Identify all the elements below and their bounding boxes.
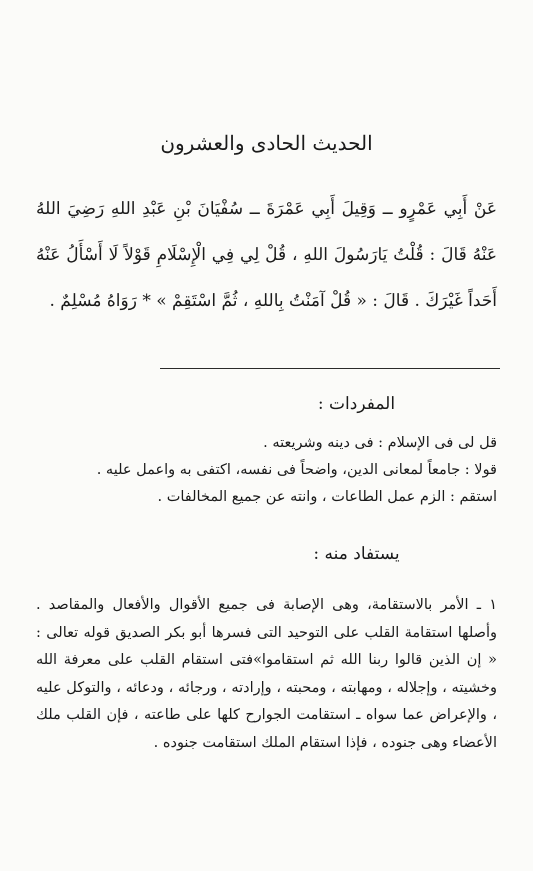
hadith-text: عَنْ أَبِي عَمْرٍو ــ وَقِيلَ أَبِي عَمْرَةَ ــ سُفْيَانَ بْنِ عَبْدِ اللهِ رَضِيَ اللهُ عَنْهُ قَالَ : قُلْتُ يَارَسُولَ اللهِ ، قُلْ لِي فِي الْإِسْلَامِ قَوْلاً لَا أَسْأَلُ عَنْهُ أَحَداً غَيْرَكَ . قَالَ : « قُلْ آمَنْتُ بِاللهِ ، ثُمَّ اسْتَقِمْ » * رَوَاهُ مُسْلِمٌ . [36,199,497,311]
benefit-paragraph: ١ ـ الأمر بالاستقامة، وهى الإصابة فى جميع الأقوال والأفعال والمقاصد . وأصلها استقامة القلب على التوحيد التى فسرها أبو بكر الصديق قوله تعالى : « إن الذين قالوا ربنا الله ثم استقاموا»فتى استقام القلب على معرفة الله وخشيته ، وإجلاله ، ومهابته ، ومحبته ، وإرادته ، ورجائه ، ودعائه ، والتوكل عليه ، والإعراض عما سواه ـ استقامت الجوارح كلها على طاعته ، فإن القلب ملك الأعضاء وهى جنوده ، فإذا استقام الملك استقامت جنوده . [36,597,497,751]
vocabulary-item: استقم : الزم عمل الطاعات ، وانته عن جميع المخالفات . [157,489,497,505]
vocabulary-heading: المفردات : [317,394,396,414]
page-title: الحديث الحادى والعشرون [160,131,373,155]
section-divider [160,368,500,369]
benefits-heading: يستفاد منه : [313,544,400,564]
benefits-block [36,592,497,757]
vocabulary-item: قولا : جامعاً لمعانى الدين، واضحاً فى نفسه، اكتفى به واعمل عليه . [96,462,497,478]
hadith-text-block [36,186,497,324]
vocabulary-item: قل لى فى الإسلام : فى دينه وشريعته . [263,435,497,451]
vocabulary-list [36,430,497,511]
